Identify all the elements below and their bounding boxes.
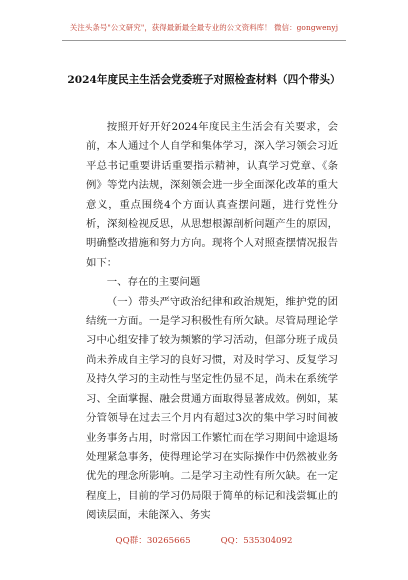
qq-group-number: 30265665 xyxy=(146,536,191,546)
footer-contact xyxy=(0,534,408,546)
intro-paragraph: 按照开好开好2024年度民主生活会有关要求，会前，本人通过个人自学和集体学习，深入学习领会习近平总书记重要讲话重要指示精神，认真学习党章、《条例》等党内法规，深刻领会进一步全面深化改革的重大意义，重点围绕4个方面认真查摆问题，进行党性分析，深刻检视反思，从思想根源剖析问题产生的原因，明确整改措施和努力方向。现将个人对照查摆情况报告如下： xyxy=(86,121,338,269)
header-promo-note: 关注头条号"公文研究"，获得最新最全最专业的公文资料库！ 微信：gongwenyj xyxy=(69,23,339,32)
header-divider xyxy=(62,40,346,41)
document-title: 2024年度民主生活会党委班子对照检查材料（四个带头） xyxy=(67,74,341,86)
qq-group-label: QQ群： xyxy=(115,536,147,546)
qq-label: QQ： xyxy=(220,536,244,546)
document-body xyxy=(86,118,338,526)
qq-number: 535304092 xyxy=(243,536,293,546)
subsection-paragraph: （一）带头严守政治纪律和政治规矩，维护党的团结统一方面。一是学习积极性有所欠缺。尽管局理论学习中心组安排了较为频繁的学习活动，但部分班子成员尚未养成自主学习的良好习惯，对及时学习、反复学习及持久学习的主动性与坚定性仍显不足，尚未在系统学习、全面掌握、融会贯通方面取得显著成效。例如，某分管领导在过去三个月内有超过3次的集中学习时间被业务事务占用，时常因工作繁忙而在学习期间中途退场处理紧急事务，使得理论学习在实际操作中仍然被业务优先的理念所影响。二是学习主动性有所欠缺。在一定程度上，目前的学习仍局限于简单的标记和浅尝辄止的阅读层面，未能深入、务实 xyxy=(86,295,338,522)
section-heading: 一、存在的主要问题 xyxy=(106,276,201,289)
